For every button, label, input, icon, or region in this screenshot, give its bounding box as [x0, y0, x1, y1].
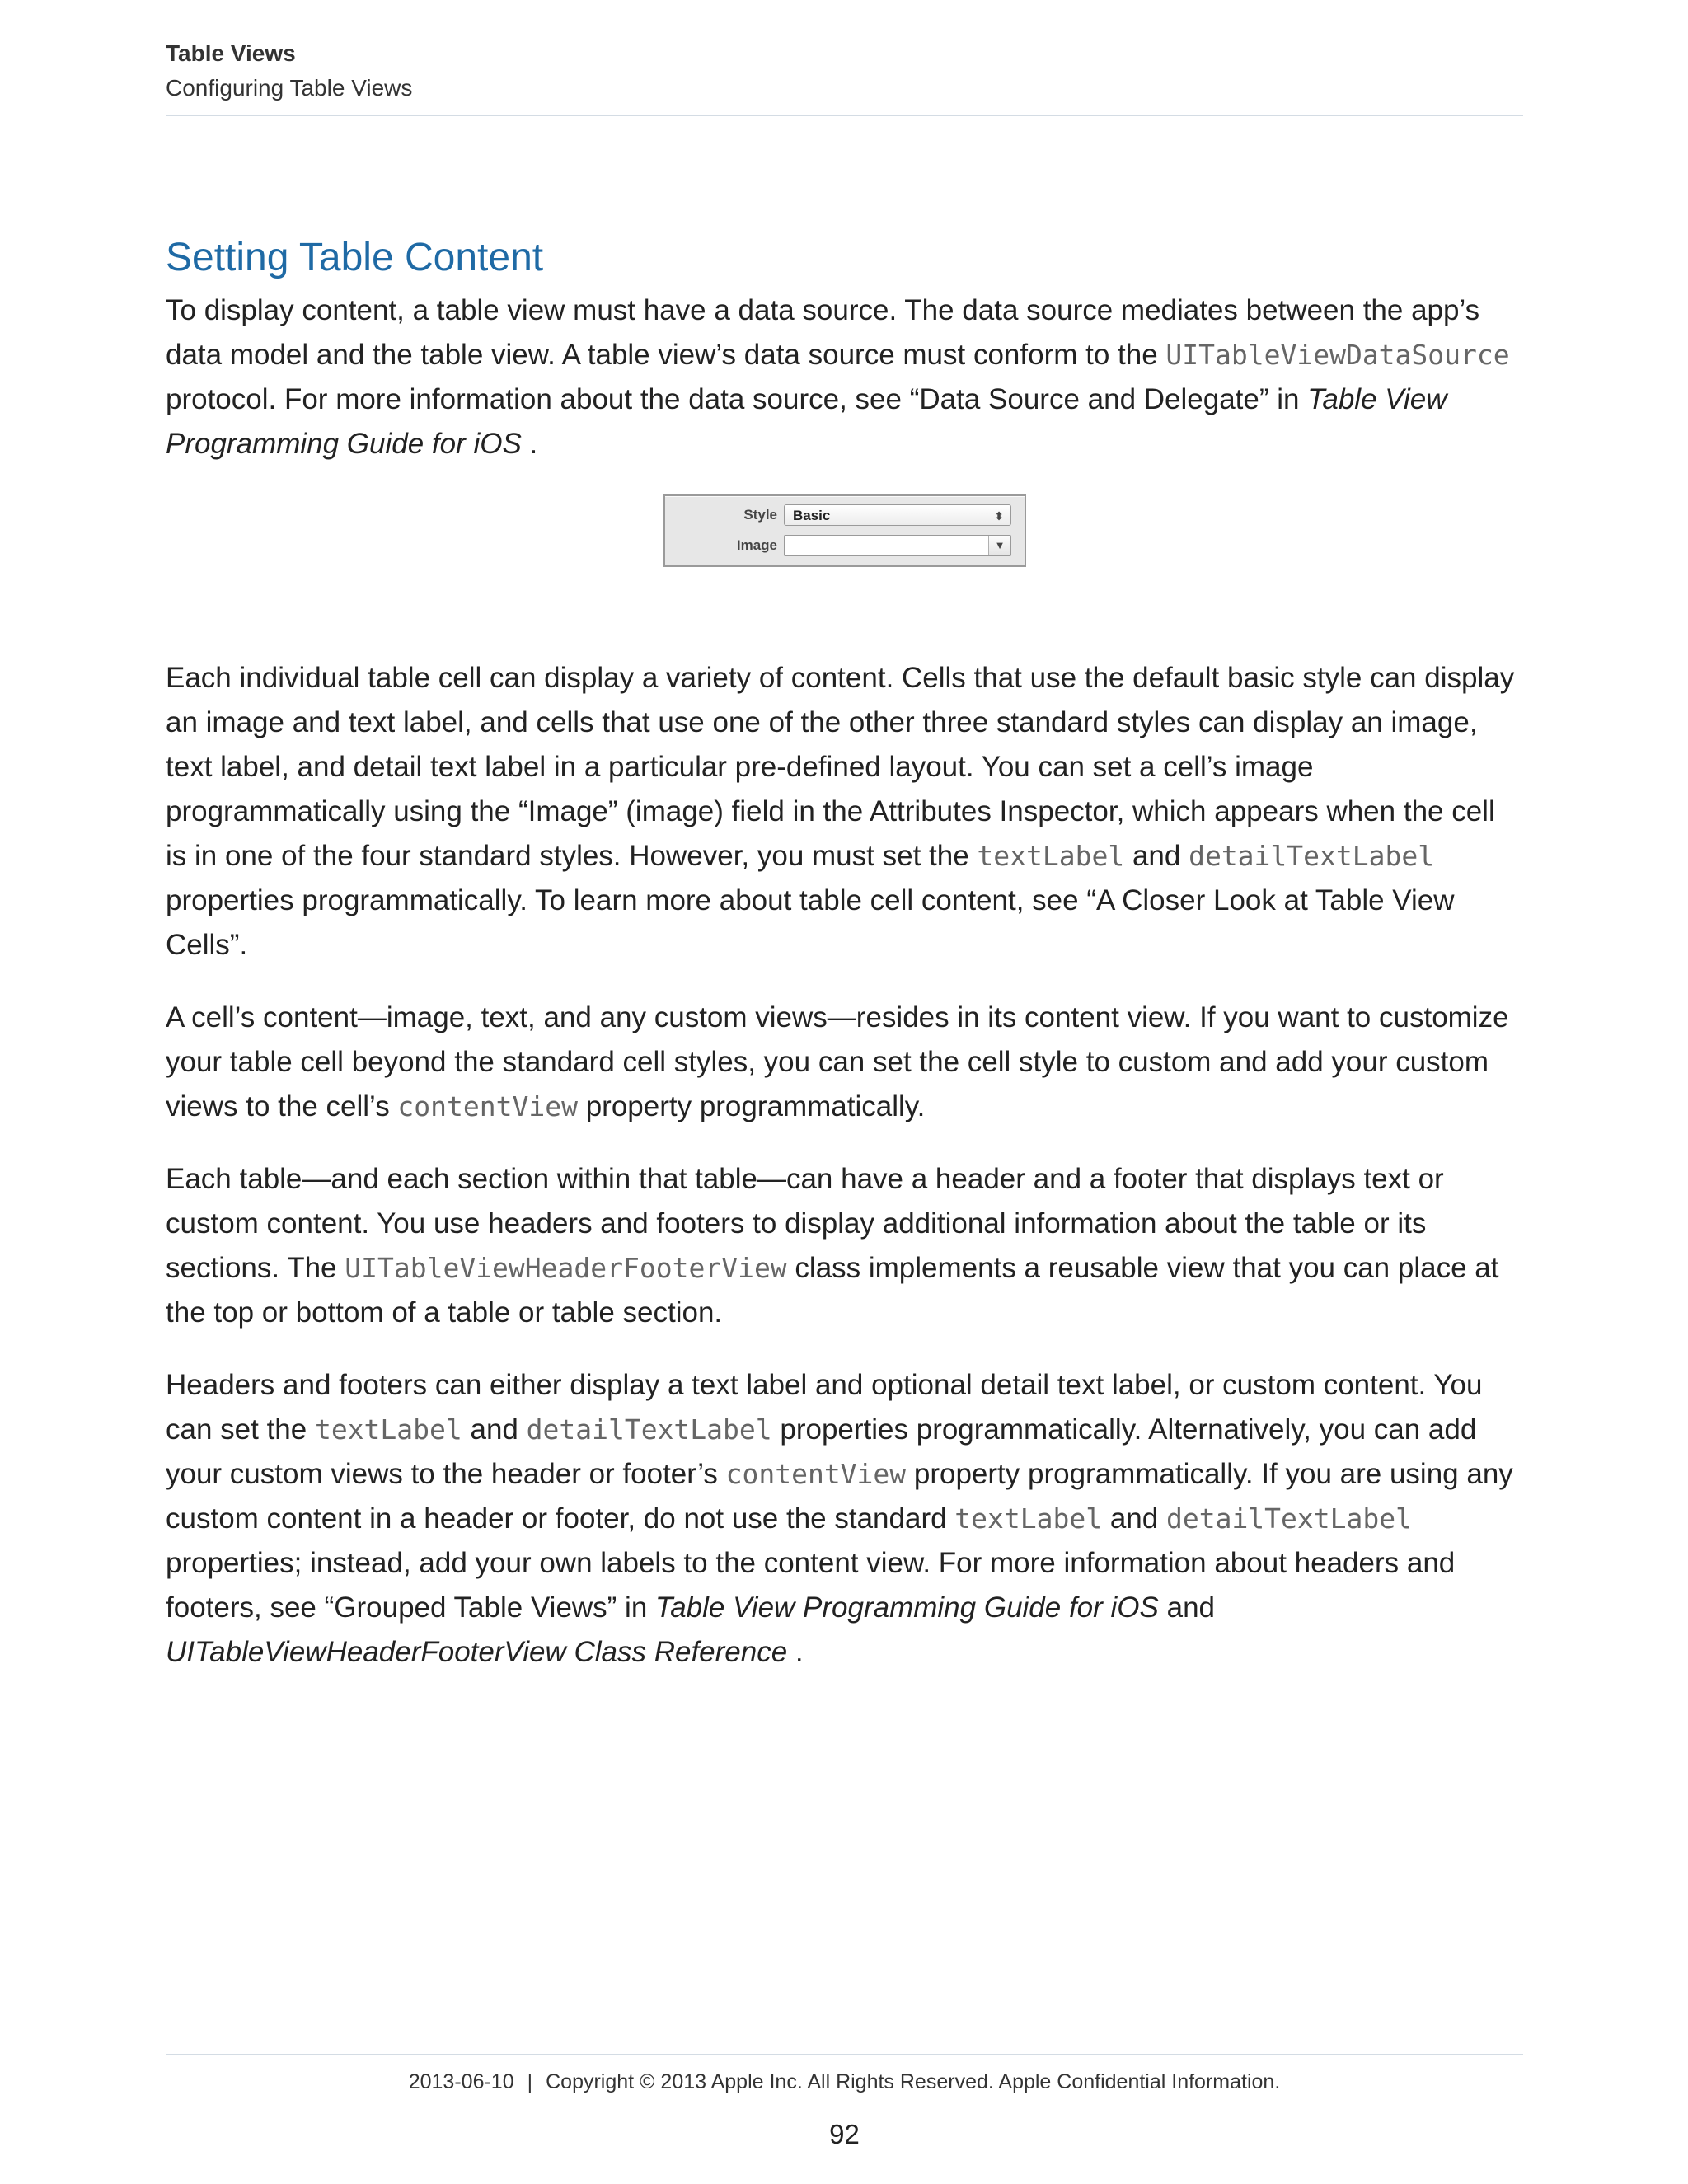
paragraph-headers-footers [166, 1157, 1523, 1335]
header-divider [166, 115, 1523, 116]
text-run: properties programmatically. To learn more about table cell content, see “A Closer Look at Table View Cells”. [166, 884, 1455, 961]
footer-date: 2013-06-10 [408, 2070, 514, 2093]
text-run: class implements a reusable view that you can place at the top or bottom of a table or table section. [166, 1252, 1499, 1329]
doc-reference-link[interactable]: Table View Programming Guide for iOS [166, 383, 1447, 460]
style-label: Style [743, 507, 777, 523]
paragraph-cell-content [166, 656, 1523, 968]
footer-copyright-line [166, 2067, 1523, 2097]
class-reference-link[interactable]: UITableViewHeaderFooterView Class Reference [166, 1636, 788, 1668]
image-row [665, 533, 1025, 558]
code-detailtextlabel: detailTextLabel [1165, 1502, 1412, 1535]
code-uitableviewdatasource: UITableViewDataSource [1165, 339, 1510, 371]
style-select-value: Basic [793, 508, 831, 523]
code-contentview: contentView [397, 1090, 578, 1122]
code-textlabel: textLabel [954, 1502, 1103, 1535]
attributes-inspector-panel [663, 494, 1026, 567]
image-label: Image [736, 537, 777, 553]
text-run: A cell’s content—image, text, and any custom views—resides in its content view. If you want to customize your table cell beyond the standard cell styles, you can set the cell style to custom and add your custom views to the cell’s [166, 1001, 1509, 1122]
paragraph-header-footer-content [166, 1363, 1523, 1675]
header-title: Table Views [166, 40, 296, 66]
text-run: property programmatically. [577, 1090, 926, 1122]
footer-divider [166, 2054, 1523, 2055]
code-uitableviewheaderfooterview: UITableViewHeaderFooterView [345, 1252, 787, 1284]
text-run: To display content, a table view must have a data source. The data source mediates between the app’s data model and the table view. A table view’s data source must conform to the [166, 294, 1480, 371]
doc-reference-link[interactable]: Table View Programming Guide for iOS [655, 1591, 1159, 1624]
page-number: 92 [829, 2119, 860, 2149]
text-run: protocol. For more information about the data source, see “Data Source and Delegate” in [166, 383, 1308, 415]
text-run: and [1124, 840, 1189, 872]
updown-arrows-icon: ⬍ [994, 509, 1004, 523]
code-detailtextlabel: detailTextLabel [1189, 840, 1435, 872]
text-run: . [521, 428, 538, 460]
text-run: and [462, 1413, 527, 1446]
code-detailtextlabel: detailTextLabel [526, 1413, 772, 1446]
section-title: Setting Table Content [166, 236, 544, 279]
text-run: and [1102, 1502, 1166, 1535]
main-content [166, 231, 1523, 1703]
text-run: Each table—and each section within that table—can have a header and a footer that displays text or custom content. You use headers and footers to display additional information about the table or its sections. The [166, 1163, 1444, 1284]
figure-attributes-inspector [166, 494, 1523, 610]
paragraph-data-source [166, 288, 1523, 466]
text-run: and [1158, 1591, 1215, 1624]
page-header [166, 37, 1523, 106]
style-select[interactable] [784, 504, 1011, 526]
footer-separator: | [527, 2070, 533, 2093]
text-run: properties; instead, add your own labels to the content view. For more information about headers and footers, see “Grouped Table Views” in [166, 1547, 1456, 1624]
dropdown-arrow-icon[interactable]: ▼ [988, 536, 1010, 555]
text-run: property programmatically. If you are using any custom content in a header or footer, do not use the standard [166, 1458, 1513, 1535]
text-run: Each individual table cell can display a variety of content. Cells that use the default basic style can display an image and text label, and cells that use one of the other three standard styles can display an image, text label, and detail text label in a particular pre-defined layout. You can set a cell’s image programmatically using the “Image” (image) field in the Attributes Inspector, which appears when the cell is in one of the four standard styles. However, you must set the [166, 662, 1515, 872]
text-run: properties programmatically. Alternatively, you can add your custom views to the header or footer’s [166, 1413, 1477, 1490]
style-row [665, 503, 1025, 527]
text-run: . [787, 1636, 804, 1668]
footer-copyright: Copyright © 2013 Apple Inc. All Rights Reserved. Apple Confidential Information. [546, 2070, 1281, 2093]
code-textlabel: textLabel [314, 1413, 462, 1446]
code-textlabel: textLabel [977, 840, 1125, 872]
paragraph-content-view [166, 996, 1523, 1129]
code-contentview: contentView [725, 1458, 907, 1490]
text-run: Headers and footers can either display a text label and optional detail text label, or custom content. You can set the [166, 1369, 1483, 1446]
image-combo-box[interactable] [784, 535, 1011, 556]
header-subtitle: Configuring Table Views [166, 75, 413, 101]
